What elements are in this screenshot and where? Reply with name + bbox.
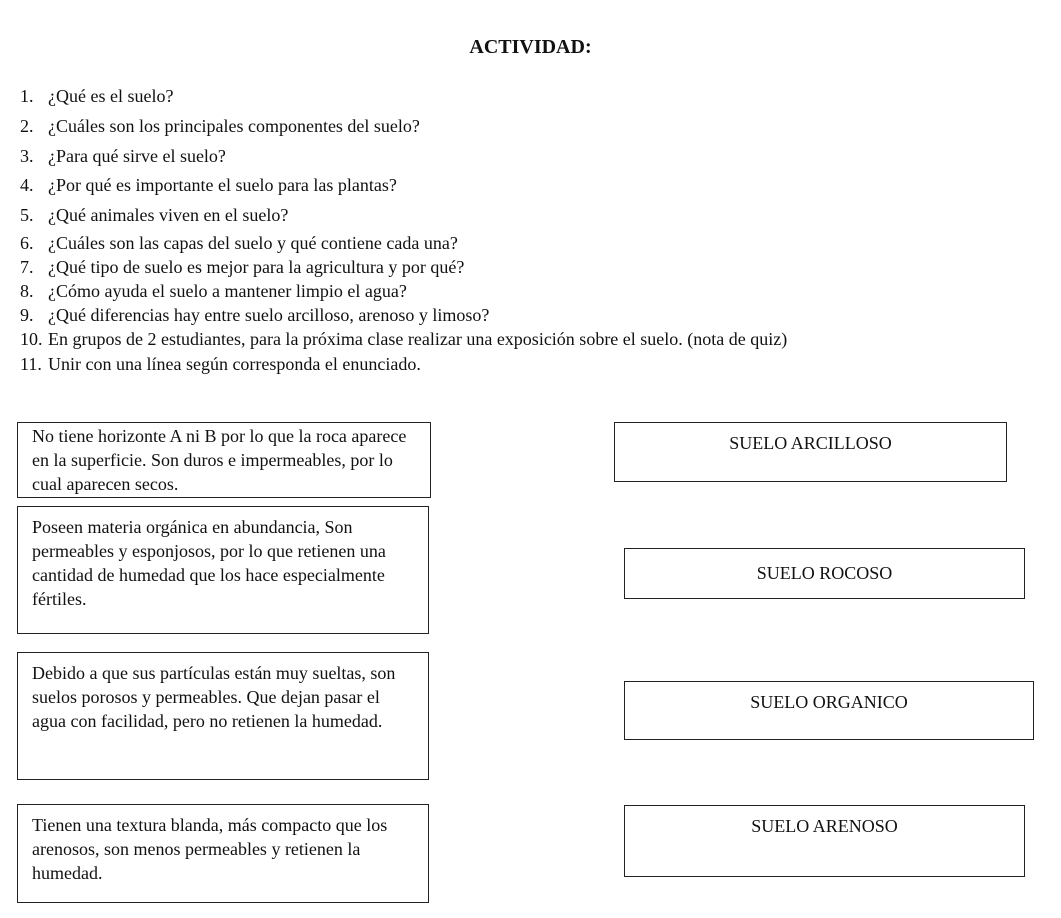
question-item: 7. ¿Qué tipo de suelo es mejor para la agricultura y por qué? [20,257,465,277]
question-item: 6. ¿Cuáles son las capas del suelo y qué contiene cada una? [20,233,458,253]
soil-type-arcilloso: SUELO ARCILLOSO [614,422,1007,482]
question-item: 10. En grupos de 2 estudiantes, para la próxima clase realizar una exposición sobre el suelo. (nota de quiz) [20,329,788,349]
description-box-arcilloso: Tienen una textura blanda, más compacto que los arenosos, son menos permeables y retienen la humedad. [17,804,429,903]
description-box-rocoso: No tiene horizonte A ni B por lo que la roca aparece en la superficie. Son duros e impermeables, por lo cual aparecen secos. [17,422,431,498]
soil-type-organico: SUELO ORGANICO [624,681,1034,740]
soil-type-rocoso: SUELO ROCOSO [624,548,1025,599]
question-item: 1. ¿Qué es el suelo? [20,86,174,106]
description-box-organico: Poseen materia orgánica en abundancia, Son permeables y esponjosos, por lo que retienen una cantidad de humedad que los hace especialmente fértiles. [17,506,429,634]
question-item: 9. ¿Qué diferencias hay entre suelo arcilloso, arenoso y limoso? [20,305,490,325]
question-item: 3. ¿Para qué sirve el suelo? [20,146,226,166]
description-box-arenoso: Debido a que sus partículas están muy sueltas, son suelos porosos y permeables. Que dejan pasar el agua con facilidad, pero no retienen la humedad. [17,652,429,780]
question-item: 5. ¿Qué animales viven en el suelo? [20,205,289,225]
question-item: 2. ¿Cuáles son los principales componentes del suelo? [20,116,420,136]
soil-type-arenoso: SUELO ARENOSO [624,805,1025,877]
question-item: 4. ¿Por qué es importante el suelo para las plantas? [20,175,397,195]
question-item: 8. ¿Cómo ayuda el suelo a mantener limpio el agua? [20,281,407,301]
activity-title: ACTIVIDAD: [469,36,592,58]
question-item: 11. Unir con una línea según corresponda el enunciado. [20,354,421,374]
